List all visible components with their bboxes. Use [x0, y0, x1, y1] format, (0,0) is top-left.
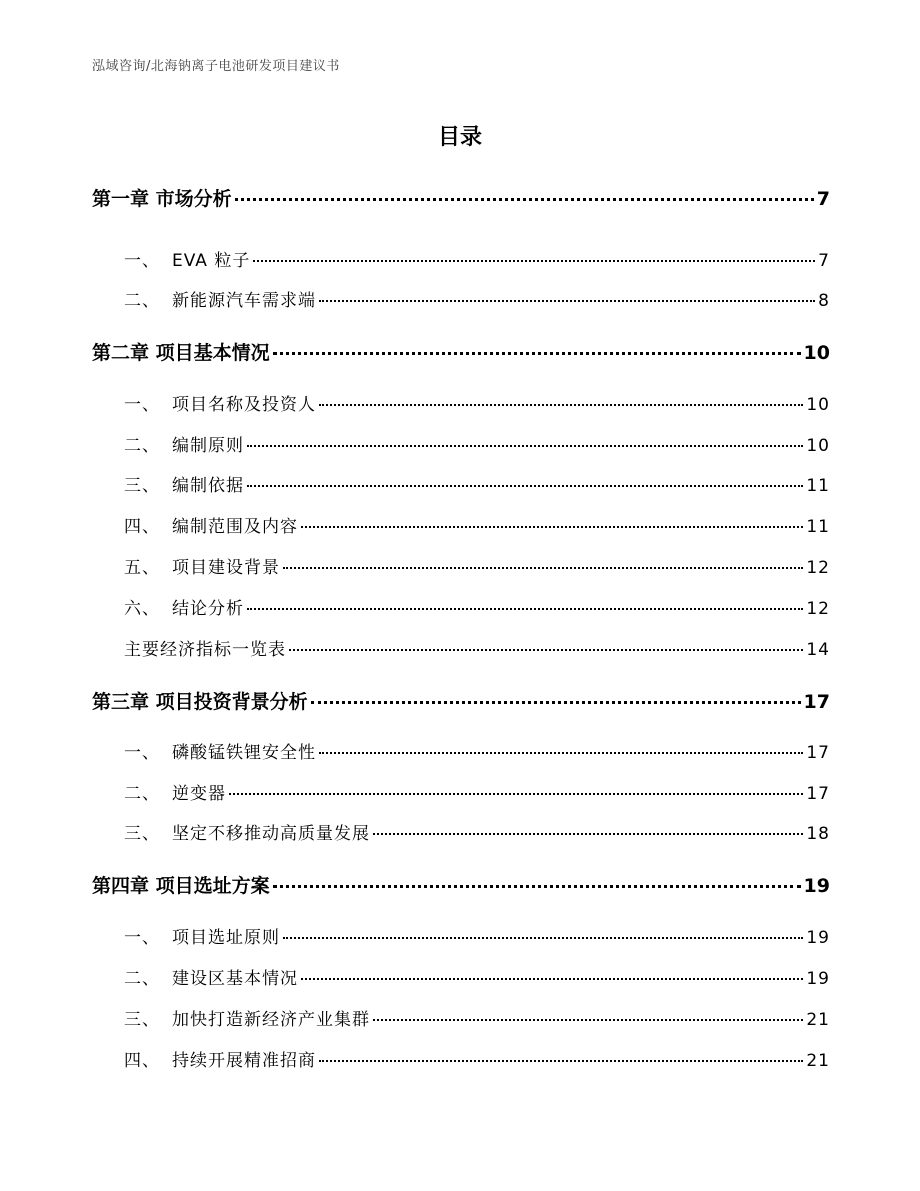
- toc-entry-label: [124, 1005, 370, 1030]
- dot-leader: [283, 567, 803, 569]
- dot-leader: [319, 752, 803, 754]
- toc-section-entry[interactable]: [124, 635, 830, 660]
- toc-entry-label: [124, 779, 226, 804]
- dot-leader: [283, 937, 803, 939]
- toc-section-entry[interactable]: [124, 390, 830, 415]
- toc-entry-number: 三、: [124, 824, 160, 844]
- toc-entry-label: [92, 871, 270, 898]
- toc-entry-text: 编制原则: [172, 436, 244, 456]
- dot-leader: [319, 404, 803, 406]
- toc-entry-text: 编制范围及内容: [172, 517, 298, 537]
- toc-page-number: 10: [806, 395, 830, 415]
- toc-entry-text: 磷酸锰铁锂安全性: [172, 743, 316, 763]
- toc-section-entry[interactable]: [124, 964, 830, 989]
- dot-leader: [373, 1019, 803, 1021]
- toc-entry-label: [124, 635, 286, 660]
- toc-entry-label: [124, 512, 298, 537]
- dot-leader: [289, 649, 803, 651]
- toc-entry-number: 四、: [124, 1051, 160, 1071]
- dot-leader: [253, 260, 815, 262]
- toc-section-entry[interactable]: [124, 923, 830, 948]
- toc-entry-number: 一、: [124, 743, 160, 763]
- toc-entry-text: 第一章 市场分析: [92, 188, 232, 210]
- toc-page-number: 11: [806, 517, 830, 537]
- toc-page-number: 14: [806, 640, 830, 660]
- toc-page-number: 19: [806, 928, 830, 948]
- toc-entry-number: 六、: [124, 599, 160, 619]
- toc-page-number: 11: [806, 476, 830, 496]
- toc-entry-label: [124, 1046, 316, 1071]
- toc-entry-label: [124, 390, 316, 415]
- toc-entry-number: 五、: [124, 558, 160, 578]
- toc-page-number: 10: [803, 342, 830, 364]
- toc-entry-label: [124, 594, 244, 619]
- dot-leader: [273, 352, 801, 355]
- toc-entry-text: 编制依据: [172, 476, 244, 496]
- toc-entry-text: EVA 粒子: [172, 251, 251, 271]
- dot-leader: [301, 526, 803, 528]
- toc-page-number: 7: [816, 188, 830, 210]
- toc-page-number: 17: [806, 743, 830, 763]
- dot-leader: [311, 701, 801, 704]
- toc-chapter-entry[interactable]: [92, 687, 830, 714]
- toc-entry-label: [124, 431, 244, 456]
- dot-leader: [301, 978, 803, 980]
- toc-section-entry[interactable]: [124, 431, 830, 456]
- toc-entry-label: [92, 687, 308, 714]
- toc-page-number: 12: [806, 558, 830, 578]
- toc-entry-text: 新能源汽车需求端: [172, 291, 316, 311]
- toc-page-number: 7: [818, 251, 830, 271]
- toc-title: 目录: [437, 125, 482, 150]
- toc-entry-number: 三、: [124, 476, 160, 496]
- toc-section-entry[interactable]: [124, 779, 830, 804]
- toc-entry-label: [124, 964, 298, 989]
- toc-entry-label: [124, 738, 316, 763]
- toc-page-number: 17: [803, 691, 830, 713]
- toc-entry-label: [124, 819, 370, 844]
- toc-section-entry[interactable]: [124, 738, 830, 763]
- toc-page-number: 10: [806, 436, 830, 456]
- dot-leader: [273, 885, 801, 888]
- toc-entry-text: 第三章 项目投资背景分析: [92, 691, 308, 713]
- toc-entry-label: [124, 923, 280, 948]
- toc-entry-text: 第四章 项目选址方案: [92, 875, 270, 897]
- toc-section-entry[interactable]: [124, 246, 830, 271]
- toc-section-entry[interactable]: [124, 819, 830, 844]
- toc-page-number: 21: [806, 1010, 830, 1030]
- toc-entry-text: 项目名称及投资人: [172, 395, 316, 415]
- dot-leader: [319, 300, 815, 302]
- toc-entry-number: 一、: [124, 395, 160, 415]
- toc-page-number: 18: [806, 824, 830, 844]
- toc-entry-text: 持续开展精准招商: [172, 1051, 316, 1071]
- toc-chapter-entry[interactable]: [92, 184, 830, 211]
- toc-section-entry[interactable]: [124, 512, 830, 537]
- toc-section-entry[interactable]: [124, 1005, 830, 1030]
- toc-page-number: 19: [803, 875, 830, 897]
- toc-section-entry[interactable]: [124, 1046, 830, 1071]
- toc-entry-label: [124, 471, 244, 496]
- toc-page-number: 12: [806, 599, 830, 619]
- toc-page-number: 8: [818, 291, 830, 311]
- toc-section-entry[interactable]: [124, 594, 830, 619]
- toc-entry-text: 项目建设背景: [172, 558, 280, 578]
- toc-entry-text: 主要经济指标一览表: [124, 640, 286, 660]
- toc-page-number: 19: [806, 969, 830, 989]
- dot-leader: [247, 608, 803, 610]
- toc-entry-text: 坚定不移推动高质量发展: [172, 824, 370, 844]
- toc-section-entry[interactable]: [124, 471, 830, 496]
- dot-leader: [229, 793, 803, 795]
- toc-entry-number: 二、: [124, 436, 160, 456]
- toc-entry-text: 建设区基本情况: [172, 969, 298, 989]
- toc-entry-number: 一、: [124, 251, 160, 271]
- toc-entry-text: 第二章 项目基本情况: [92, 342, 270, 364]
- toc-entry-label: [124, 286, 316, 311]
- toc-page-number: 21: [806, 1051, 830, 1071]
- toc-chapter-entry[interactable]: [92, 871, 830, 898]
- toc-section-entry[interactable]: [124, 286, 830, 311]
- toc-entry-text: 逆变器: [172, 784, 226, 804]
- toc-chapter-entry[interactable]: [92, 338, 830, 365]
- toc-entry-label: [92, 338, 270, 365]
- toc-entry-number: 四、: [124, 517, 160, 537]
- toc-entry-number: 一、: [124, 928, 160, 948]
- toc-entry-number: 二、: [124, 969, 160, 989]
- toc-entry-text: 结论分析: [172, 599, 244, 619]
- toc-entry-number: 二、: [124, 291, 160, 311]
- toc-entry-number: 三、: [124, 1010, 160, 1030]
- toc-entry-text: 项目选址原则: [172, 928, 280, 948]
- dot-leader: [235, 198, 814, 201]
- toc-entry-label: [124, 246, 250, 271]
- dot-leader: [247, 445, 803, 447]
- toc-page-number: 17: [806, 784, 830, 804]
- toc-entry-label: [124, 553, 280, 578]
- toc-entry-label: [92, 184, 232, 211]
- toc-entry-number: 二、: [124, 784, 160, 804]
- dot-leader: [319, 1060, 803, 1062]
- toc-section-entry[interactable]: [124, 553, 830, 578]
- dot-leader: [247, 485, 803, 487]
- dot-leader: [373, 833, 803, 835]
- running-header: 泓域咨询/北海钠离子电池研发项目建议书: [92, 59, 340, 74]
- toc-entry-text: 加快打造新经济产业集群: [172, 1010, 370, 1030]
